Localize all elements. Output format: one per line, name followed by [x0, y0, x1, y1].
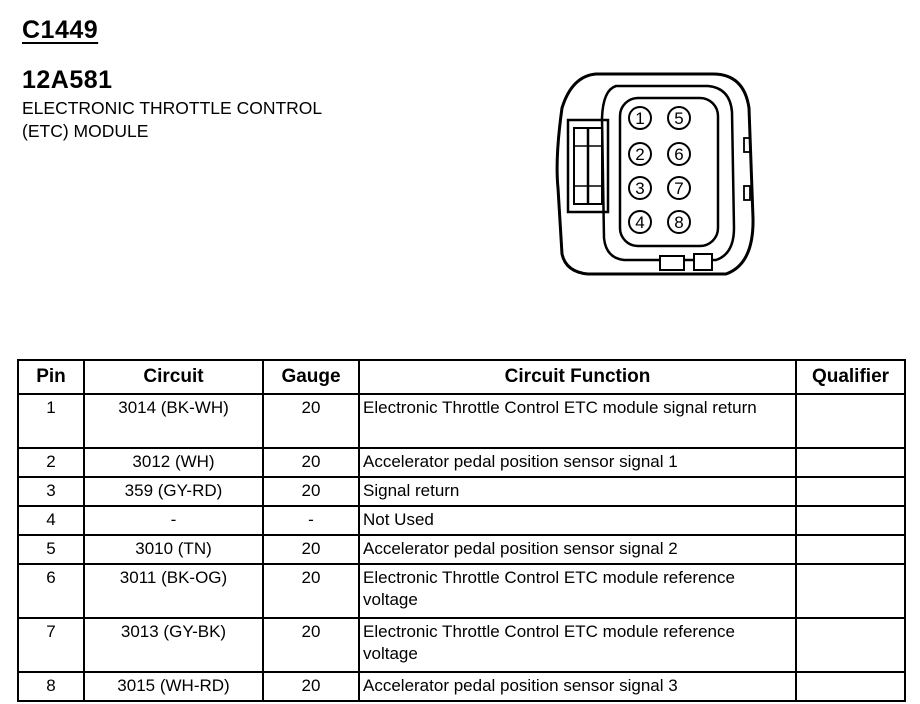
table-row [18, 564, 905, 618]
pin-7-label: 7 [674, 179, 684, 198]
circuit-cell: 359 (GY-RD) [84, 477, 263, 506]
description-line-2: (ETC) MODULE [22, 121, 149, 141]
connector-outer-shell [557, 74, 753, 274]
circuit-cell: 3010 (TN) [84, 535, 263, 564]
table-row [18, 448, 905, 477]
qualifier-cell [796, 564, 905, 618]
table-header-row [18, 360, 905, 394]
description-line-1: ELECTRONIC THROTTLE CONTROL [22, 98, 323, 118]
circuit-cell: 3015 (WH-RD) [84, 672, 263, 701]
header-pin: Pin [18, 360, 84, 394]
circuit-cell: - [84, 506, 263, 535]
pin-cell: 3 [18, 477, 84, 506]
table-row [18, 672, 905, 701]
bottom-tab [660, 256, 684, 270]
pin-6-label: 6 [674, 145, 684, 164]
pin-cell: 1 [18, 394, 84, 448]
pin-cell: 2 [18, 448, 84, 477]
function-cell: Electronic Throttle Control ETC module reference voltage [359, 618, 796, 672]
pin-cell: 8 [18, 672, 84, 701]
gauge-cell: 20 [263, 448, 359, 477]
gauge-cell: 20 [263, 672, 359, 701]
function-cell: Accelerator pedal position sensor signal 3 [359, 672, 796, 701]
pin-4-label: 4 [635, 213, 645, 232]
header-circuit: Circuit [84, 360, 263, 394]
header-gauge: Gauge [263, 360, 359, 394]
circuit-cell: 3011 (BK-OG) [84, 564, 263, 618]
gauge-cell: - [263, 506, 359, 535]
table-row [18, 394, 905, 448]
table-row [18, 618, 905, 672]
pin-5-label: 5 [674, 109, 684, 128]
bottom-tab [694, 254, 712, 270]
gauge-cell: 20 [263, 477, 359, 506]
qualifier-cell [796, 672, 905, 701]
gauge-cell: 20 [263, 618, 359, 672]
table-row [18, 506, 905, 535]
pin-cell: 5 [18, 535, 84, 564]
pin-2-label: 2 [635, 145, 645, 164]
gauge-cell: 20 [263, 394, 359, 448]
circuit-cell: 3014 (BK-WH) [84, 394, 263, 448]
qualifier-cell [796, 394, 905, 448]
pin-cell: 6 [18, 564, 84, 618]
qualifier-cell [796, 506, 905, 535]
circuit-cell: 3013 (GY-BK) [84, 618, 263, 672]
qualifier-cell [796, 618, 905, 672]
pin-8-label: 8 [674, 213, 684, 232]
function-cell: Not Used [359, 506, 796, 535]
function-cell: Accelerator pedal position sensor signal 1 [359, 448, 796, 477]
qualifier-cell [796, 535, 905, 564]
gauge-cell: 20 [263, 535, 359, 564]
function-cell: Electronic Throttle Control ETC module reference voltage [359, 564, 796, 618]
connector-code: C1449 [22, 16, 99, 44]
qualifier-cell [796, 477, 905, 506]
pin-3-label: 3 [635, 179, 645, 198]
pin-cell: 4 [18, 506, 84, 535]
function-cell: Accelerator pedal position sensor signal 2 [359, 535, 796, 564]
pin-cell: 7 [18, 618, 84, 672]
pin-1-label: 1 [635, 109, 645, 128]
table-row [18, 535, 905, 564]
table-row [18, 477, 905, 506]
connector-face-diagram [548, 68, 762, 282]
pinout-table [17, 359, 906, 702]
qualifier-cell [796, 448, 905, 477]
right-key-slot [744, 186, 750, 200]
function-cell: Signal return [359, 477, 796, 506]
header-circuit-function: Circuit Function [359, 360, 796, 394]
gauge-cell: 20 [263, 564, 359, 618]
part-number: 12A581 [22, 66, 113, 94]
header-qualifier: Qualifier [796, 360, 905, 394]
function-cell: Electronic Throttle Control ETC module signal return [359, 394, 796, 448]
circuit-cell: 3012 (WH) [84, 448, 263, 477]
